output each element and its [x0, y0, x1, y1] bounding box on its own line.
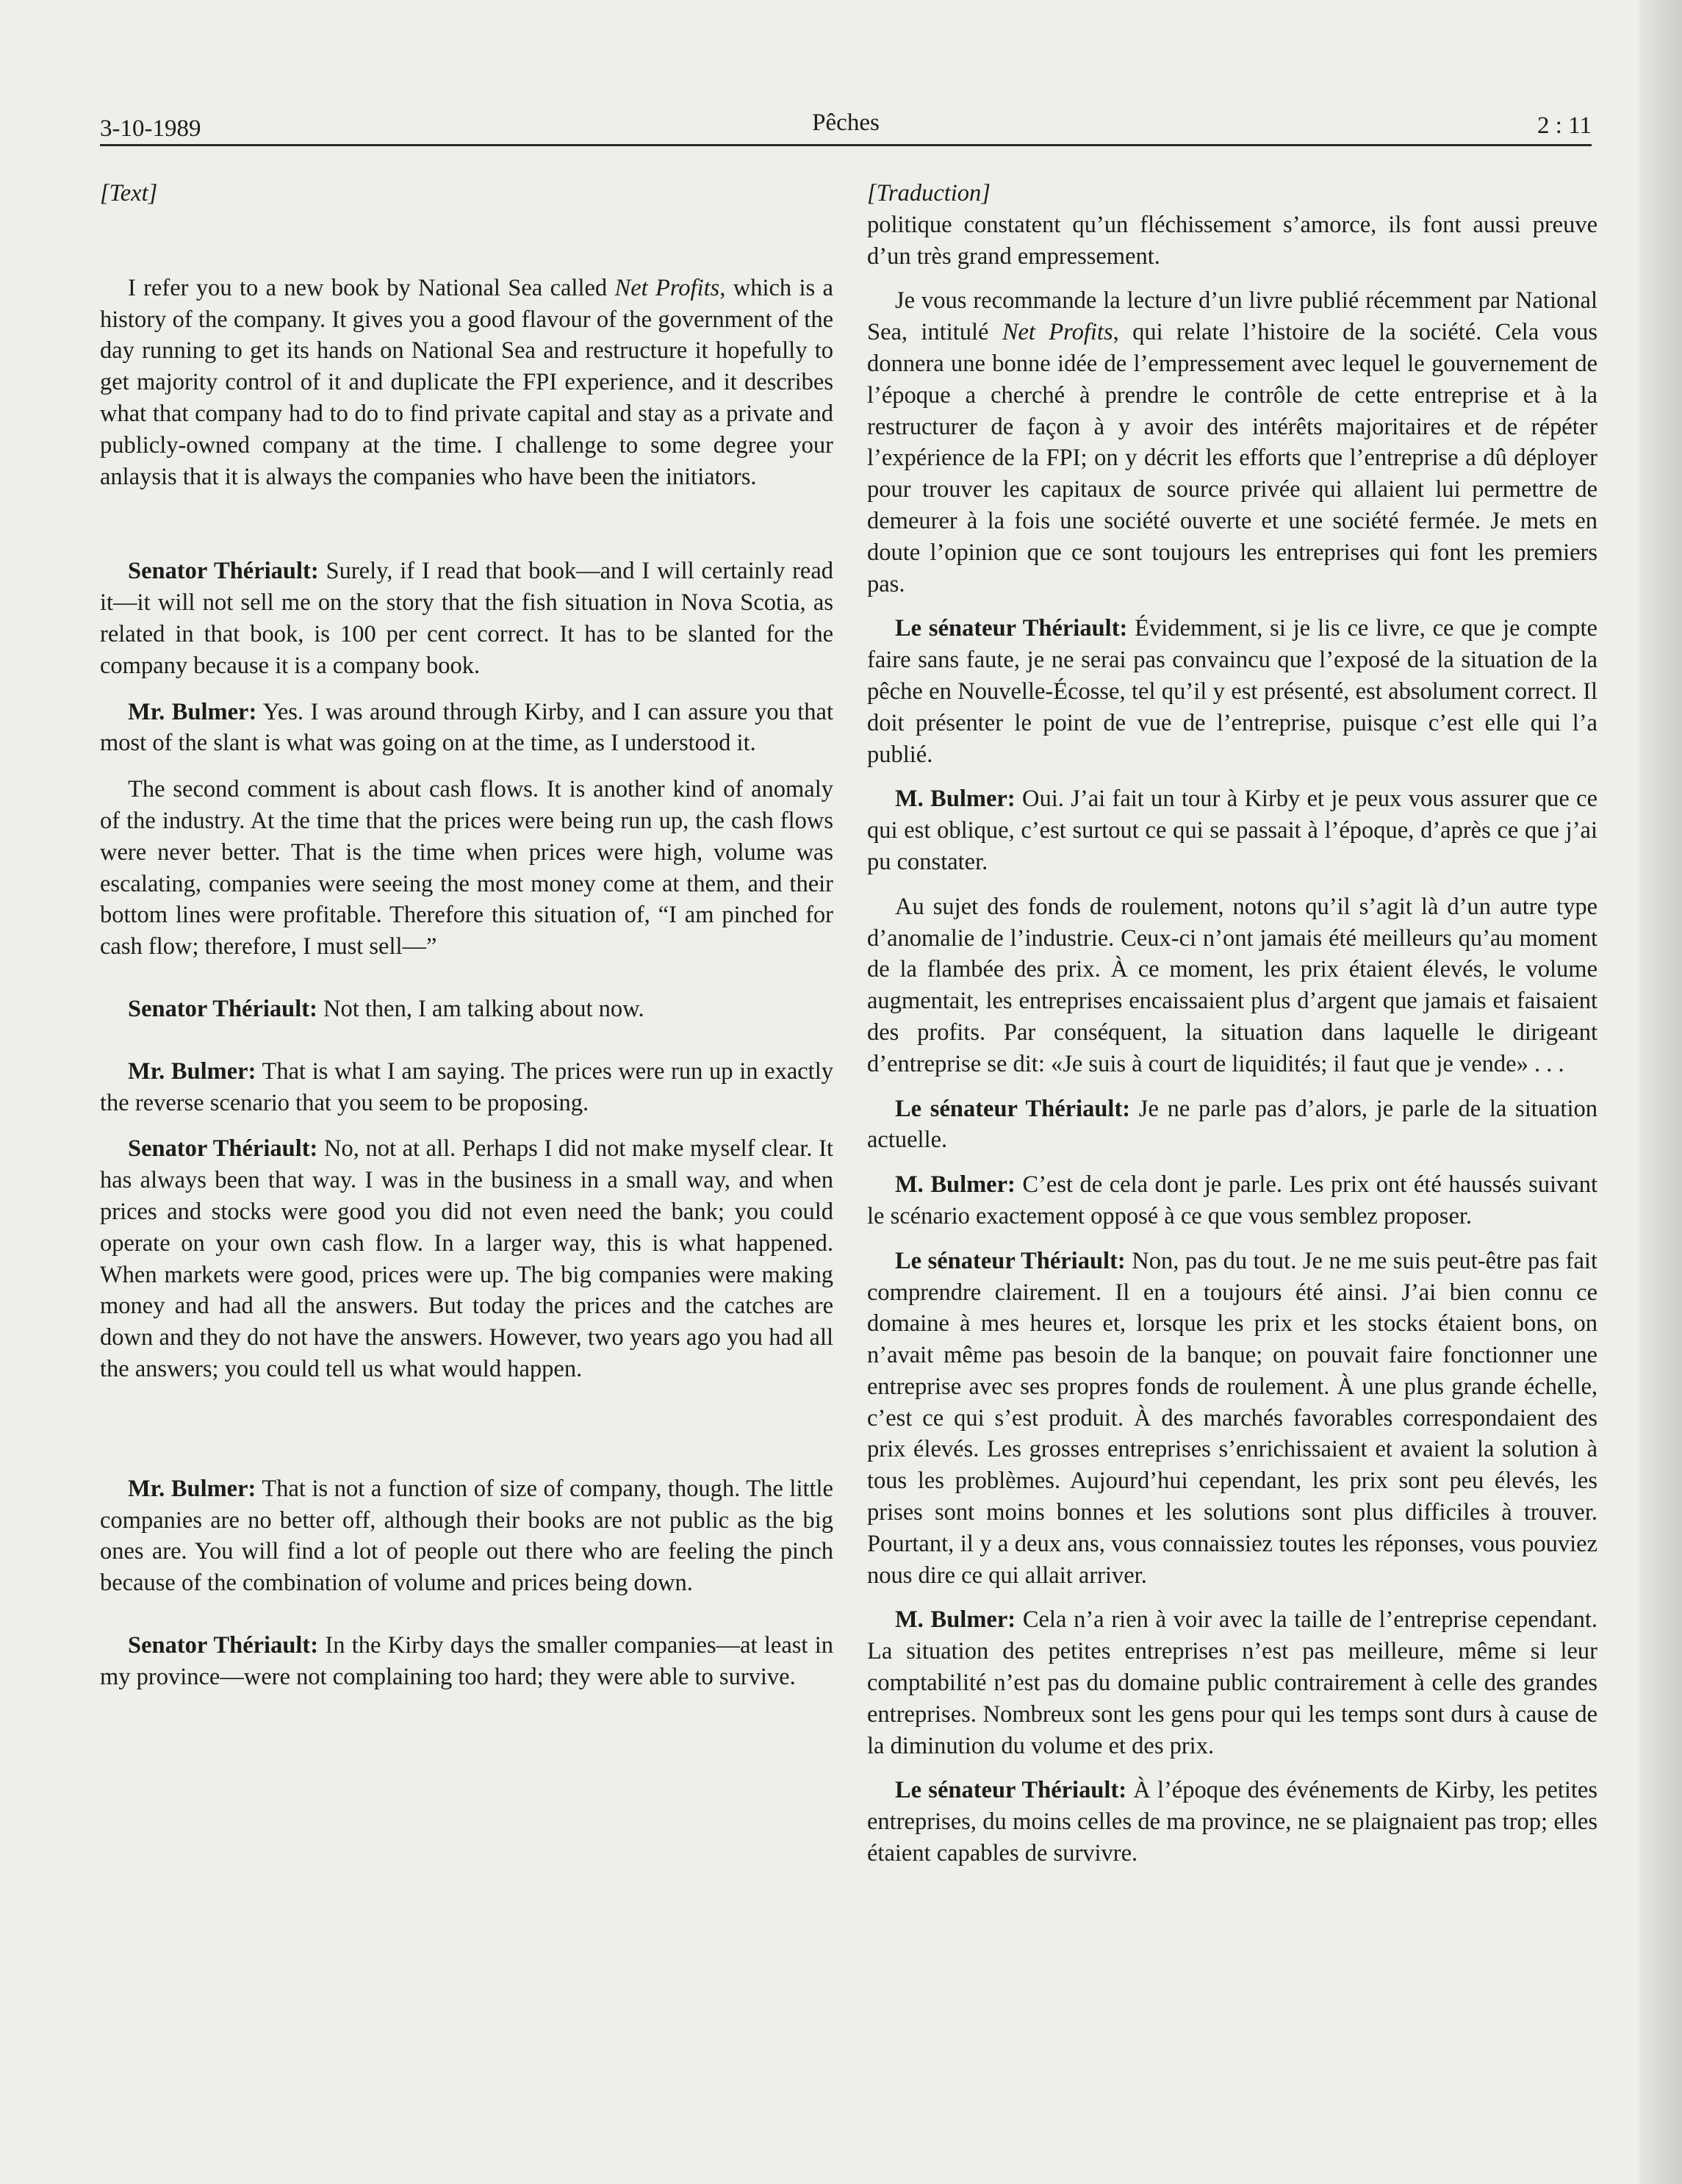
- paragraph: Le sénateur Thériault: Évidemment, si je lis ce livre, ce que je compte faire sans faute, je ne serai pas convaincu que l’exposé de la situation de la pêche en Nouvelle-Écosse, tel qu’il y est présenté, est absolument correct. Il doit présenter le point de vue de l’entreprise, puisque c’est elle qui l’a publié.: [867, 615, 1597, 768]
- paragraph: Senator Thériault: No, not at all. Perhaps I did not make myself clear. It has always been that way. I was in the business in a small way, and when prices and stocks were good you did not even need the bank; you could operate on your own cash flow. In a larger way, this is what happened. When markets were good, prices were up. The big companies were making money and had all the answers. But today the prices and the catches are down and they do not have the answers. However, two years ago you had all the answers; you could tell us what would happen.: [100, 1135, 833, 1382]
- paragraph: M. Bulmer: C’est de cela dont je parle. Les prix ont été haussés suivant le scénario exactement opposé à ce que vous semblez proposer.: [867, 1171, 1597, 1229]
- header-rule: [100, 144, 1592, 146]
- speaker-name: Senator Thériault:: [128, 558, 319, 585]
- speaker-name: Mr. Bulmer:: [128, 1057, 256, 1085]
- header-date: 3-10-1989: [100, 115, 201, 142]
- french-column: [867, 178, 1597, 1869]
- paragraph: Le sénateur Thériault: Je ne parle pas d’alors, je parle de la situation actuelle.: [867, 1095, 1597, 1154]
- page-edge: [1639, 0, 1682, 2184]
- header-title: Pêches: [812, 109, 880, 136]
- speaker-name: M. Bulmer:: [895, 786, 1016, 813]
- translation-tag: [Traduction]: [867, 180, 991, 206]
- paragraph: Senator Thériault: Surely, if I read that book—and I will certainly read it—it will not sell me on the story that the fish situation in Nova Scotia, as related in that book, is 100 per cent correct. It has to be slanted for the company because it is a company book.: [100, 558, 833, 679]
- paragraph: Mr. Bulmer: Yes. I was around through Kirby, and I can assure you that most of the slant is what was going on at the time, as I understood it.: [100, 698, 833, 757]
- paragraph: Senator Thériault: Not then, I am talking about now.: [128, 995, 644, 1022]
- text-tag: [Text]: [100, 180, 158, 206]
- speaker-name: Senator Thériault:: [128, 995, 317, 1022]
- speaker-name: Le sénateur Thériault:: [895, 615, 1128, 642]
- paragraph: The second comment is about cash flows. It is another kind of anomaly of the industry. At the time that the prices were being run up, the cash flows were never better. That is the time when prices were high, volume was escalating, companies were seeing the most money come at them, and their bottom lines were profitable. Therefore this situation of, “I am pinched for cash flow; therefore, I must sell—”: [100, 776, 833, 960]
- paragraph: Je vous recommande la lecture d’un livre publié récemment par National Sea, intitulé Net Profits, qui relate l’histoire de la société. Cela vous donnera une bonne idée de l’empressement avec lequel le gouvernement de l’époque a cherché à prendre le contrôle de cette entreprise et à la restructurer de façon à y avoir des intérêts majoritaires et de répéter l’expérience de la FPI; on y décrit les efforts que l’entreprise a dû déployer pour trouver les capitaux de source privée qui allaient lui permettre de demeurer à la fois une société ouverte et une société fermée. Je mets en doute l’opinion que ce sont toujours les entreprises qui font les premiers pas.: [867, 287, 1597, 597]
- speaker-name: Senator Thériault:: [128, 1135, 318, 1163]
- paragraph: Mr. Bulmer: That is what I am saying. The prices were run up in exactly the reverse scenario that you seem to be proposing.: [100, 1057, 833, 1116]
- paragraph: M. Bulmer: Cela n’a rien à voir avec la taille de l’entreprise cependant. La situation des petites entreprises n’est pas meilleure, même si leur comptabilité n’est pas du domaine public contrairement à celle des grandes entreprises. Nombreux sont les gens pour qui les temps sont durs à cause de la diminution du volume et des prix.: [867, 1606, 1598, 1759]
- english-column: [100, 178, 833, 1692]
- paragraph: Le sénateur Thériault: Non, pas du tout. Je ne me suis peut-être pas fait comprendre clairement. Il en a toujours été ainsi. J’ai bien connu ce domaine à mes heures et, lorsque les prix et les stocks étaient bons, on n’avait même pas besoin de la banque; on pouvait faire fonctionner une entreprise avec ses propres fonds de roulement. À une plus grande échelle, c’est ce qui s’est produit. À des marchés favorables correspondaient des prix élevés. Les grosses entreprises s’enrichissaient et avaient la solution à tous les problèmes. Aujourd’hui cependant, les prix sont peu élevés, les prises sont moins bonnes et les solutions sont plus difficiles à trouver. Pourtant, il y a deux ans, vous connaissiez toutes les réponses, vous pouviez nous dire ce qui allait arriver.: [867, 1247, 1597, 1589]
- speaker-name: M. Bulmer:: [895, 1171, 1016, 1199]
- speaker-name: Mr. Bulmer:: [128, 698, 257, 725]
- paragraph: I refer you to a new book by National Sea called Net Profits, which is a history of the company. It gives you a good flavour of the government of the day running to get its hands on National Sea and restructure it hopefully to get majority control of it and duplicate the FPI experience, and it describes what that company had to do to find private capital and stay as a private and publicly-owned company at the time. I challenge to some degree your anlaysis that it is always the companies who have been the initiators.: [100, 274, 833, 490]
- speaker-name: Le sénateur Thériault:: [895, 1777, 1127, 1804]
- paragraph: Senator Thériault: In the Kirby days the smaller companies—at least in my province—were not complaining too hard; they were able to survive.: [100, 1631, 834, 1690]
- header-page-number: 2 : 11: [1537, 112, 1592, 139]
- page-header: [100, 103, 1592, 146]
- speaker-name: Le sénateur Thériault:: [895, 1247, 1126, 1274]
- speaker-name: Senator Thériault:: [128, 1631, 319, 1659]
- paragraph: Mr. Bulmer: That is not a function of size of company, though. The little companies are no better off, although their books are not public as the big ones are. You will find a lot of people out there who are feeling the pinch because of the combination of volume and prices being down.: [100, 1475, 833, 1597]
- speaker-name: Le sénateur Thériault:: [895, 1095, 1131, 1122]
- paragraph: politique constatent qu’un fléchissement s’amorce, ils font aussi preuve d’un très grand empressement.: [867, 211, 1597, 270]
- paragraph: Le sénateur Thériault: À l’époque des événements de Kirby, les petites entreprises, du moins celles de ma province, ne se plaignaient pas trop; elles étaient capables de survivre.: [867, 1777, 1597, 1867]
- paragraph: Au sujet des fonds de roulement, notons qu’il s’agit là d’un autre type d’anomalie de l’industrie. Ceux-ci n’ont jamais été meilleurs qu’au moment de la flambée des prix. À ce moment, les prix étaient élevés, le volume augmentait, les entreprises encaissaient plus d’argent que jamais et faisaient des profits. Par conséquent, la situation dans laquelle le dirigeant d’entreprise se dit: «Je suis à court de liquidités; il faut que je vende» . . .: [867, 893, 1597, 1077]
- speaker-name: Mr. Bulmer:: [128, 1475, 256, 1502]
- speaker-name: M. Bulmer:: [895, 1606, 1016, 1634]
- paragraph: M. Bulmer: Oui. J’ai fait un tour à Kirby et je peux vous assurer que ce qui est oblique, c’est surtout ce qui se passait à l’époque, d’après ce que j’ai pu constater.: [867, 786, 1597, 875]
